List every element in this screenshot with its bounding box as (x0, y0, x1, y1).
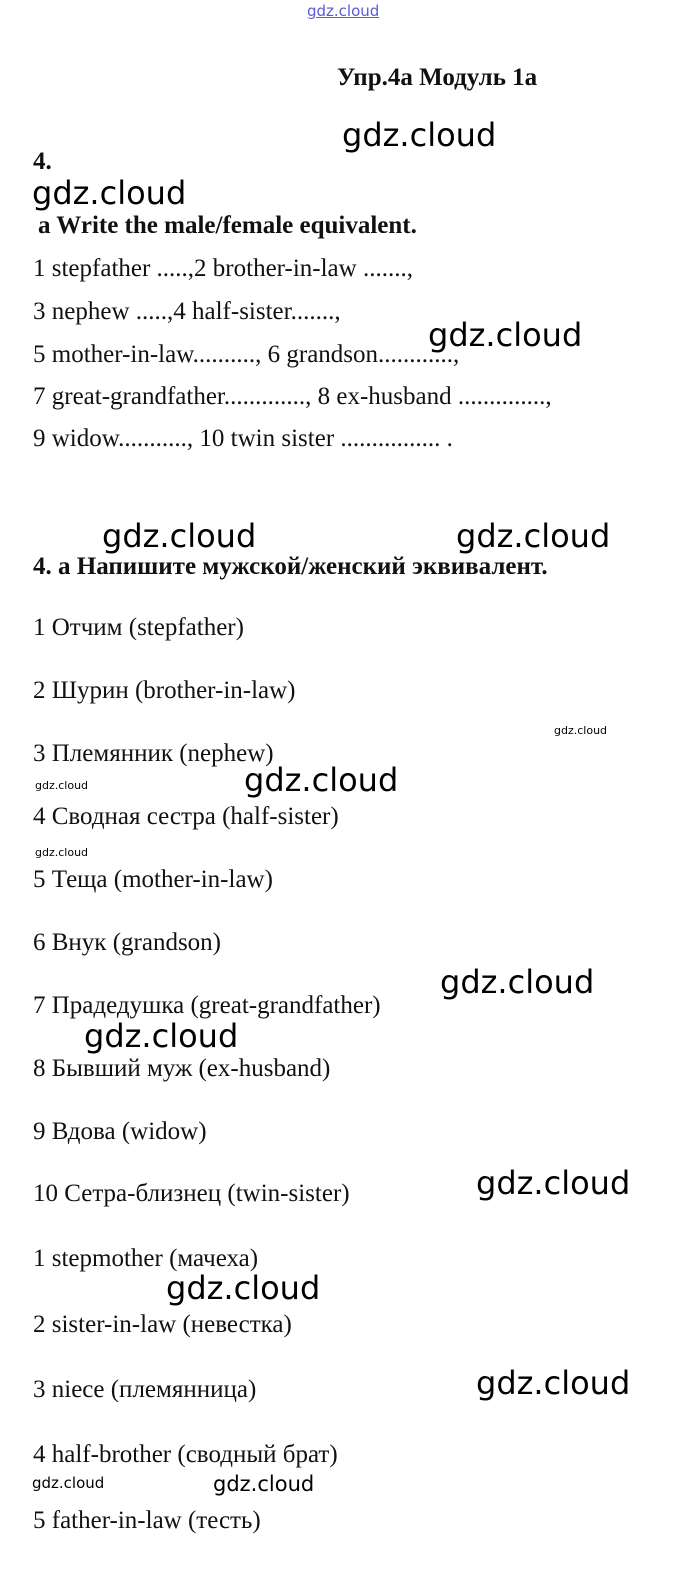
translation-heading: 4. а Напишите мужской/женский эквивалент. (33, 553, 548, 580)
translation-item: 10 Сетра-близнец (twin-sister) (33, 1180, 350, 1207)
watermark: gdz.cloud (244, 761, 399, 799)
translation-item: 2 Шурин (brother-in-law) (33, 677, 296, 704)
watermark: gdz.cloud (84, 1017, 239, 1055)
translation-item: 5 Теща (mother-in-law) (33, 866, 273, 893)
watermark: gdz.cloud (166, 1269, 321, 1307)
task-line: 7 great-grandfather............., 8 ex-husband .............., (33, 383, 552, 410)
watermark: gdz.cloud (428, 316, 583, 354)
answer-item: 3 niece (племянница) (33, 1376, 257, 1403)
watermark: gdz.cloud (476, 1364, 631, 1402)
watermark: gdz.cloud (476, 1164, 631, 1202)
watermark: gdz.cloud (35, 846, 89, 859)
watermark: gdz.cloud (213, 1472, 315, 1496)
task-line: 1 stepfather .....,2 brother-in-law ......., (33, 255, 413, 282)
task-heading: a Write the male/female equivalent. (38, 212, 417, 239)
answer-item: 1 stepmother (мачеха) (33, 1245, 259, 1272)
watermark: gdz.cloud (554, 724, 608, 737)
page-title: Упр.4а Модуль 1а (337, 64, 538, 91)
answer-item: 4 half-brother (сводный брат) (33, 1441, 338, 1468)
watermark: gdz.cloud (102, 517, 257, 555)
translation-item: 1 Отчим (stepfather) (33, 614, 244, 641)
task-line: 3 nephew .....,4 half-sister......., (33, 298, 341, 325)
translation-item: 3 Племянник (nephew) (33, 740, 274, 767)
watermark: gdz.cloud (456, 517, 611, 555)
exercise-number: 4. (33, 148, 52, 175)
watermark-top-link[interactable]: gdz.cloud (307, 2, 380, 20)
translation-item: 7 Прадедушка (great-grandfather) (33, 992, 381, 1019)
translation-item: 6 Внук (grandson) (33, 929, 222, 956)
watermark: gdz.cloud (440, 963, 595, 1001)
answer-item: 2 sister-in-law (невестка) (33, 1311, 292, 1338)
translation-item: 4 Сводная сестра (half-sister) (33, 803, 339, 830)
watermark: gdz.cloud (342, 116, 497, 154)
translation-item: 9 Вдова (widow) (33, 1118, 207, 1145)
answer-item: 5 father-in-law (тесть) (33, 1507, 261, 1534)
watermark: gdz.cloud (35, 779, 89, 792)
watermark: gdz.cloud (32, 174, 187, 212)
watermark: gdz.cloud (32, 1474, 105, 1492)
task-line: 9 widow..........., 10 twin sister ................ . (33, 425, 453, 452)
task-line: 5 mother-in-law.........., 6 grandson............, (33, 341, 460, 368)
translation-item: 8 Бывший муж (ex-husband) (33, 1055, 331, 1082)
